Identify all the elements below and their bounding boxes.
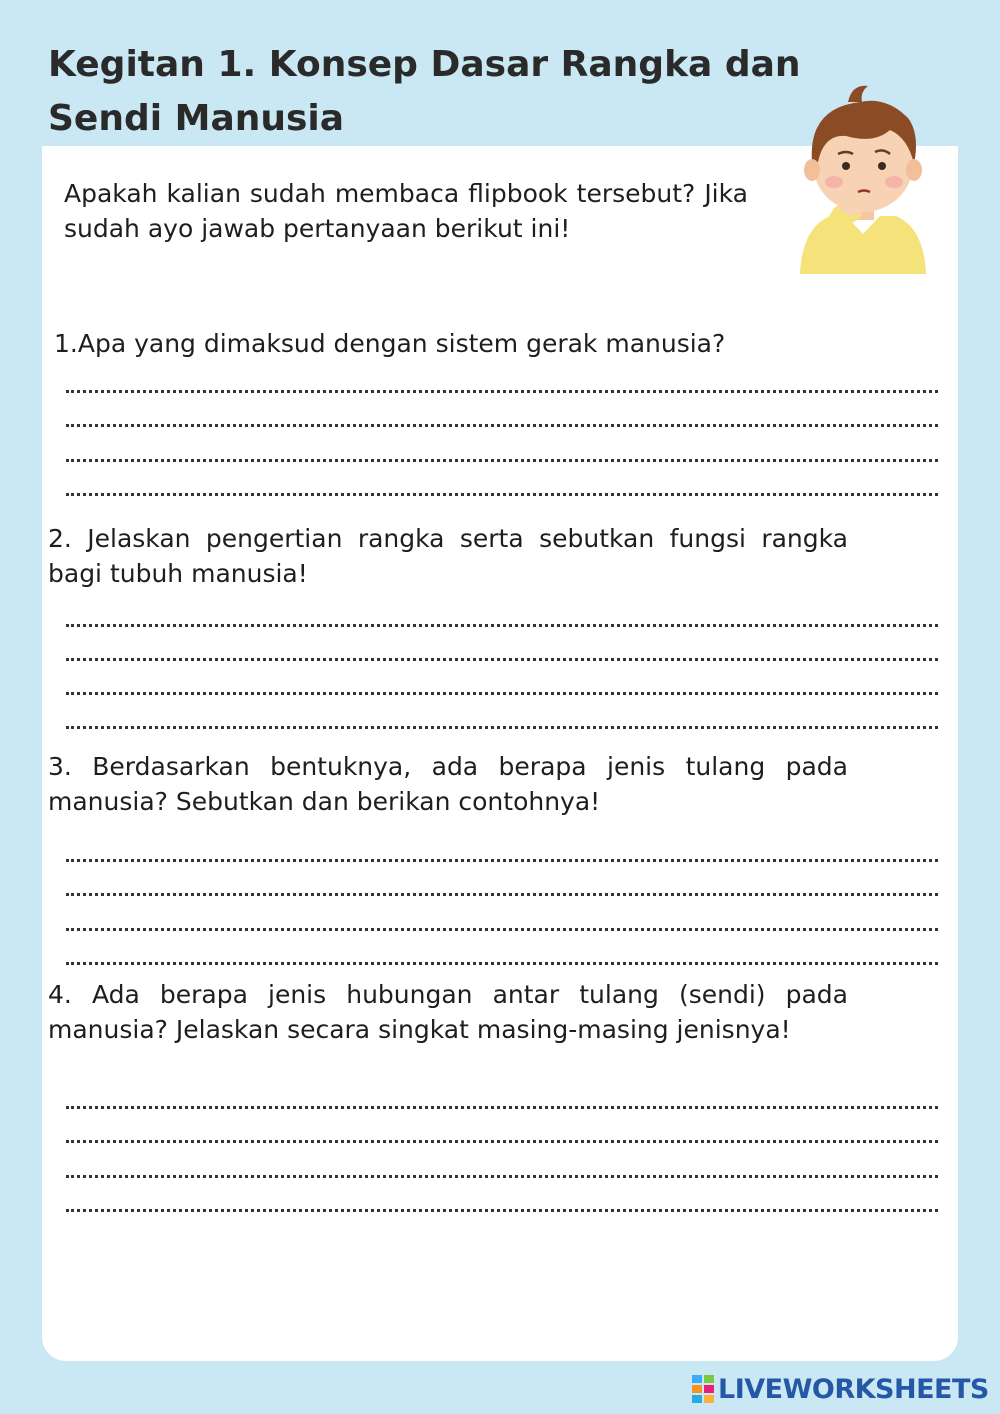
answer-line[interactable] (66, 1209, 938, 1212)
intro-text: Apakah kalian sudah membaca flipbook tersebut? Jika sudah ayo jawab pertanyaan berikut ini! (64, 179, 748, 243)
answer-line[interactable] (66, 893, 938, 896)
answer-line[interactable] (66, 859, 938, 862)
answer-line[interactable] (66, 726, 938, 729)
liveworksheets-logo-icon (692, 1375, 714, 1403)
answer-line[interactable] (66, 624, 938, 627)
answer-line[interactable] (66, 962, 938, 965)
answer-line[interactable] (66, 424, 938, 427)
answer-line[interactable] (66, 459, 938, 462)
answer-line[interactable] (66, 493, 938, 496)
question-1: 1.Apa yang dimaksud dengan sistem gerak manusia? (54, 329, 726, 358)
answer-line[interactable] (66, 1175, 938, 1178)
answer-line[interactable] (66, 692, 938, 695)
question-3: 3. Berdasarkan bentuknya, ada berapa jenis tulang pada manusia? Sebutkan dan berikan contohnya! (48, 752, 848, 816)
answer-line[interactable] (66, 1106, 938, 1109)
question-4: 4. Ada berapa jenis hubungan antar tulang (sendi) pada manusia? Jelaskan secara singkat masing-masing jenisnya! (48, 980, 848, 1044)
brand-name: LIVEWORKSHEETS (718, 1373, 989, 1405)
question-2: 2. Jelaskan pengertian rangka serta sebutkan fungsi rangka bagi tubuh manusia! (48, 524, 848, 588)
thinking-boy-illustration (790, 78, 936, 278)
answer-line[interactable] (66, 390, 938, 393)
answer-line[interactable] (66, 658, 938, 661)
answer-line[interactable] (66, 928, 938, 931)
page-title: Kegitan 1. Konsep Dasar Rangka dan Sendi Manusia (48, 44, 801, 139)
liveworksheets-brand (692, 1372, 989, 1406)
answer-line[interactable] (66, 1140, 938, 1143)
